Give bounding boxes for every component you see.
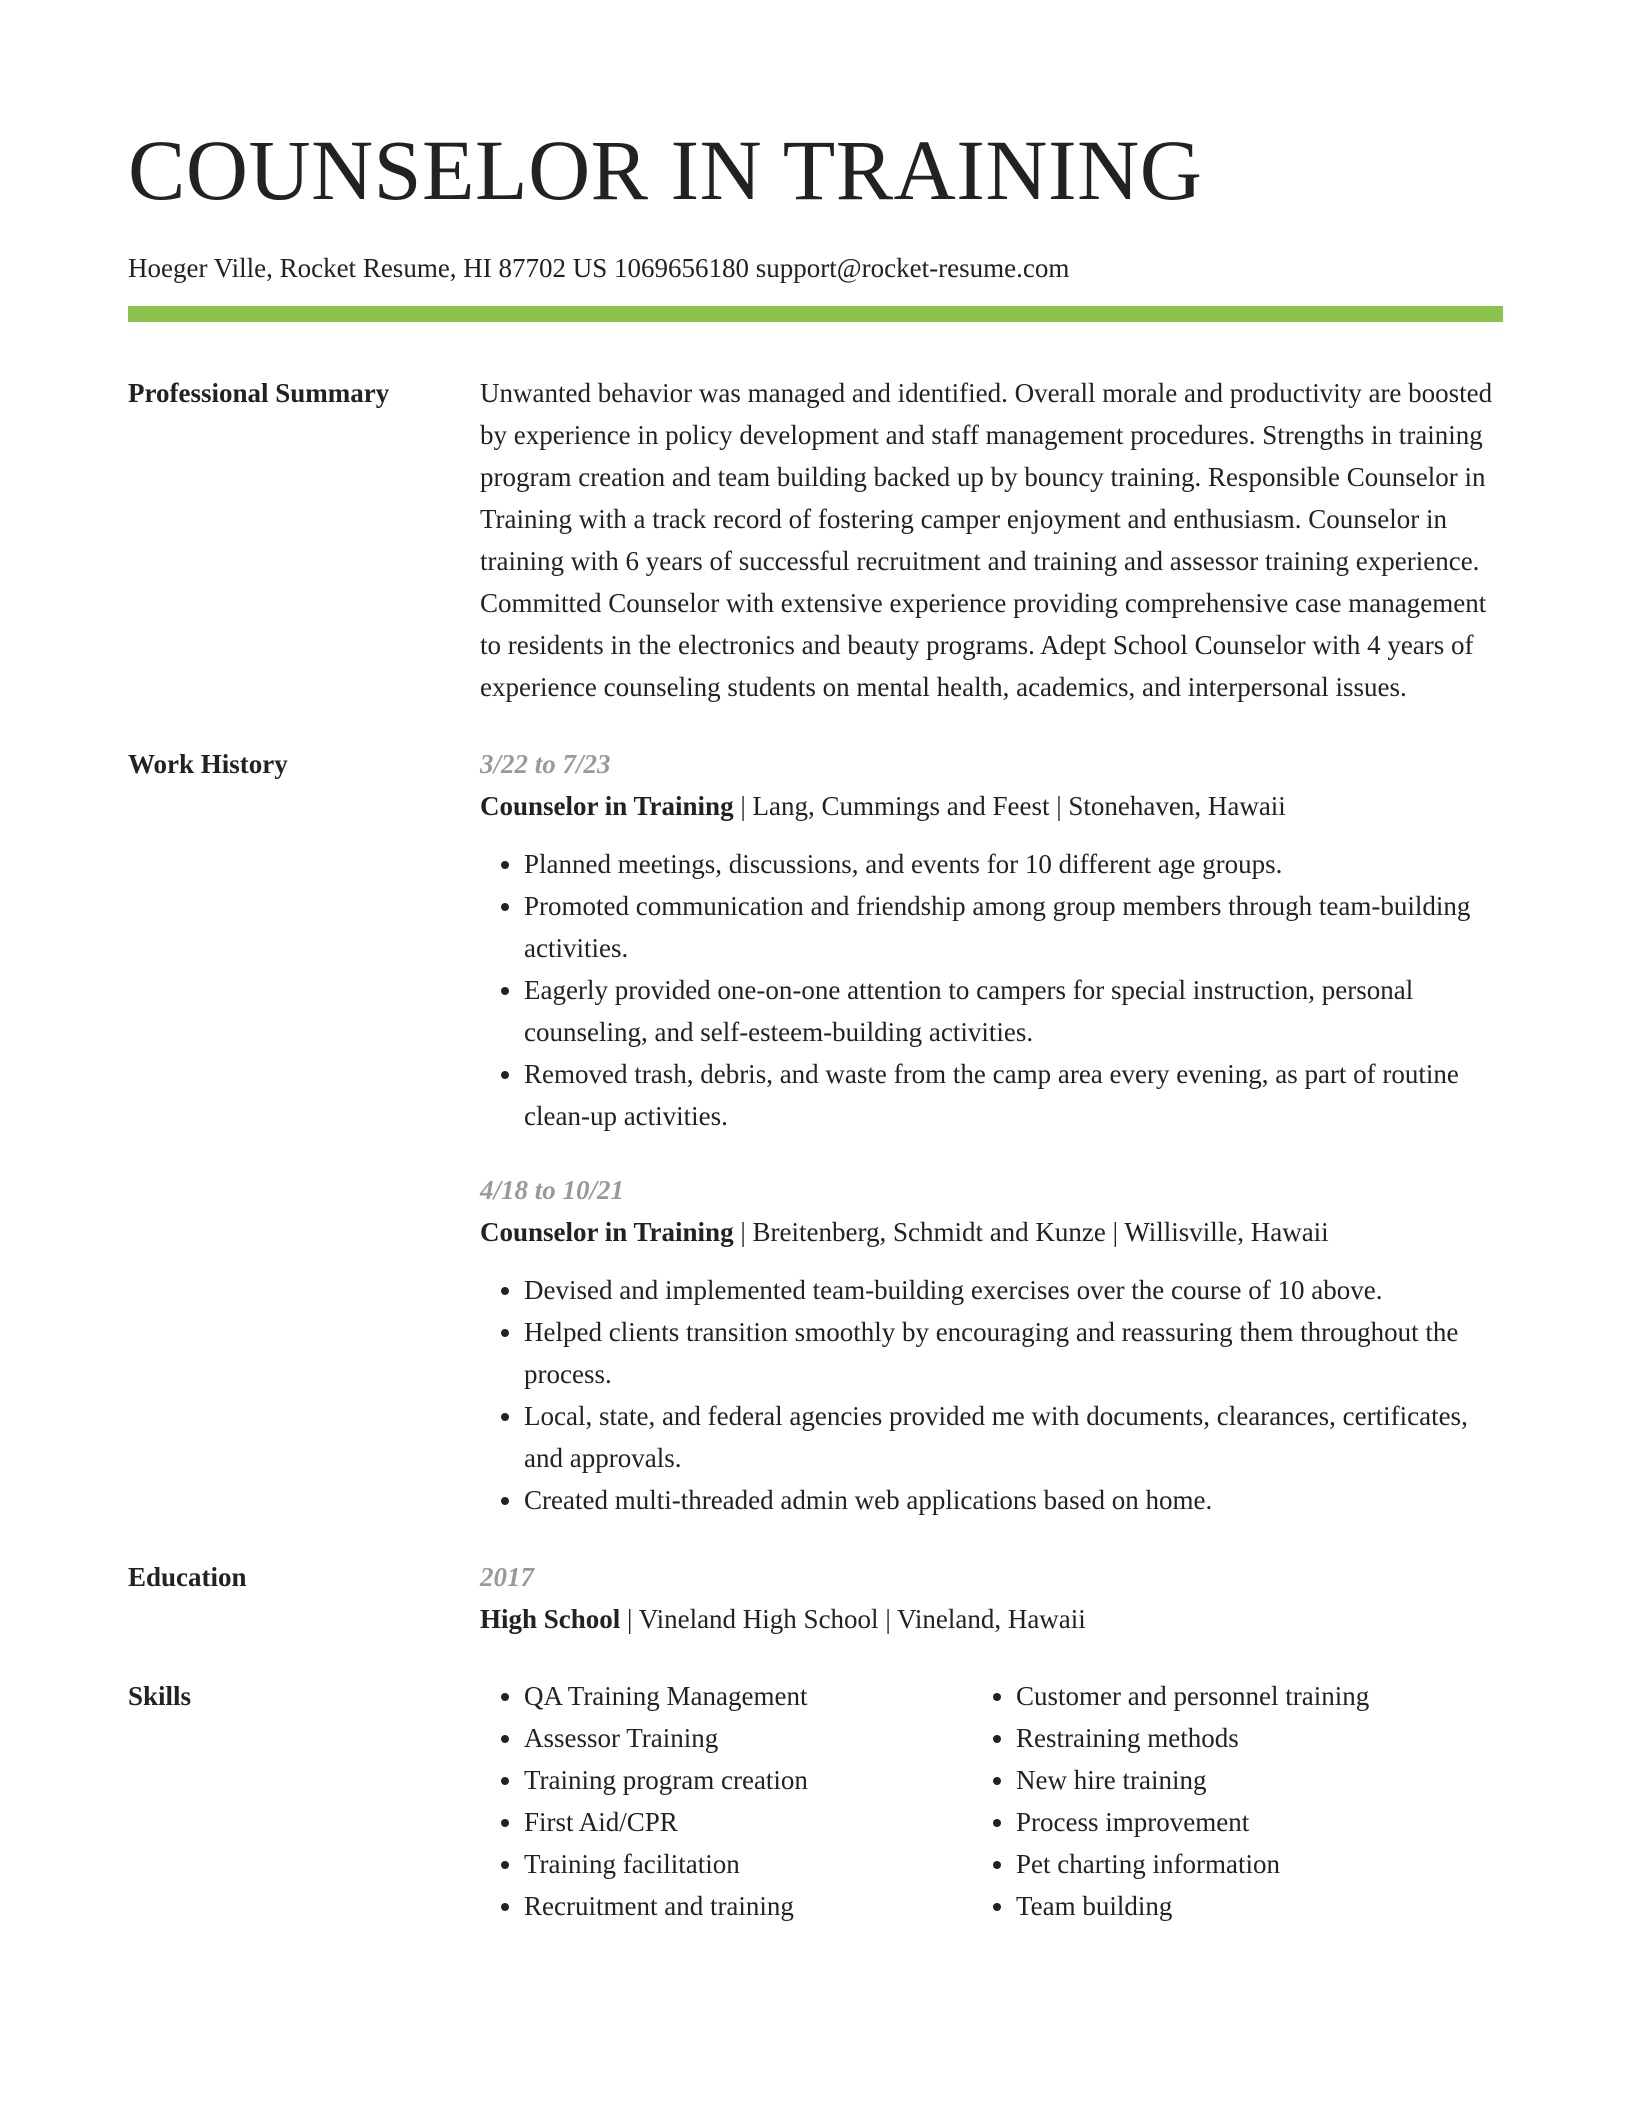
skill-item: • Pet charting information [1016,1843,1503,1885]
section-label-summary: Professional Summary [128,378,390,408]
job-bullets [480,1269,1503,1521]
job-date: 4/18 to 10/21 [480,1175,625,1205]
job-bullet: • Planned meetings, discussions, and events for 10 different age groups. [524,843,1503,885]
skills-section [128,1675,1503,1927]
job-bullet: • Devised and implemented team-building exercises over the course of 10 above. [524,1269,1503,1311]
job-bullets [480,843,1503,1137]
section-label-education: Education [128,1562,247,1592]
skills-column-left [480,1675,972,1927]
skill-item: • New hire training [1016,1759,1503,1801]
job-title: Counselor in Training [480,791,734,821]
skill-item: • Restraining methods [1016,1717,1503,1759]
skill-item: • Team building [1016,1885,1503,1927]
job-bullet: • Promoted communication and friendship among group members through team-building activities. [524,885,1503,969]
job-bullet: • Removed trash, debris, and waste from the camp area every evening, as part of routine clean-up activities. [524,1053,1503,1137]
section-label-skills: Skills [128,1681,192,1711]
section-label-work-history: Work History [128,749,288,779]
job-title-line [480,1211,1503,1253]
summary-section [128,372,1503,708]
summary-text: Unwanted behavior was managed and identified. Overall morale and productivity are boosted by experience in policy development and staff management procedures. Strengths in training program creation and team building backed up by bouncy training. Responsible Counselor in Training with a track record of fostering camper enjoyment and enthusiasm. Counselor in training with 6 years of successful recruitment and training and assessor training experience. Committed Counselor with extensive experience providing comprehensive case management to residents in the electronics and beauty programs. Adept School Counselor with 4 years of experience counseling students on mental health, academics, and interpersonal issues. [480,378,1493,702]
job-date: 3/22 to 7/23 [480,749,611,779]
education-date: 2017 [480,1562,534,1592]
resume-name: COUNSELOR IN TRAINING [128,122,1203,218]
skill-item: • Customer and personnel training [1016,1675,1503,1717]
job-bullet: • Eagerly provided one-on-one attention to campers for special instruction, personal counseling, and self-esteem-building activities. [524,969,1503,1053]
job-bullet: • Created multi-threaded admin web applications based on home. [524,1479,1503,1521]
work-history-section [128,743,1503,1521]
job-entry [480,1169,1503,1521]
header-divider [128,306,1503,322]
education-degree: High School [480,1604,621,1634]
education-section [128,1556,1503,1640]
skill-item: • Training program creation [524,1759,972,1801]
skill-item: • QA Training Management [524,1675,972,1717]
job-bullet: • Local, state, and federal agencies provided me with documents, clearances, certificates, and approvals. [524,1395,1503,1479]
skill-item: • First Aid/CPR [524,1801,972,1843]
education-line [480,1598,1503,1640]
job-company-location: | Breitenberg, Schmidt and Kunze | Willisville, Hawaii [733,1217,1329,1247]
skill-item: • Process improvement [1016,1801,1503,1843]
skills-columns [480,1675,1503,1927]
skill-item: • Recruitment and training [524,1885,972,1927]
job-title: Counselor in Training [480,1217,734,1247]
skill-item: • Assessor Training [524,1717,972,1759]
contact-line: Hoeger Ville, Rocket Resume, HI 87702 US 1069656180 support@rocket-resume.com [128,253,1070,283]
education-school-location: | Vineland High School | Vineland, Hawaii [620,1604,1086,1634]
job-title-line [480,785,1503,827]
job-company-location: | Lang, Cummings and Feest | Stonehaven, Hawaii [733,791,1286,821]
skill-item: • Training facilitation [524,1843,972,1885]
skills-column-right [972,1675,1503,1927]
job-bullet: • Helped clients transition smoothly by encouraging and reassuring them throughout the process. [524,1311,1503,1395]
job-entry [480,743,1503,1137]
